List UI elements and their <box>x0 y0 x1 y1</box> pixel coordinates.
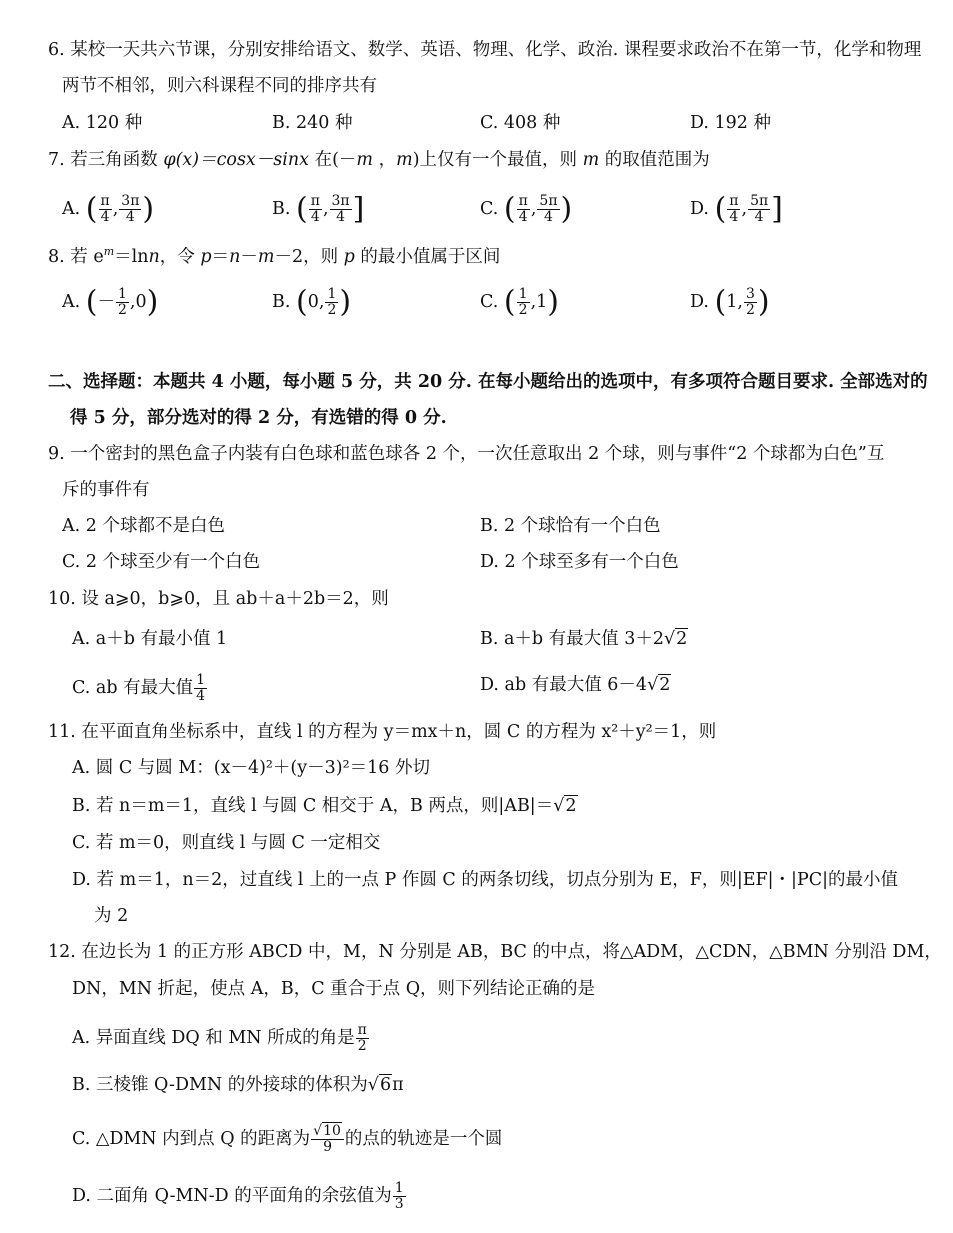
q6-option-a: A. 120 种 <box>62 113 143 133</box>
q8-b-comma: , <box>318 292 325 312</box>
q7-b-label: B. <box>272 199 291 219</box>
q12-c-frac-num: √10 <box>311 1124 344 1140</box>
q7-b-frac2 <box>330 194 352 225</box>
q8-a-minus: － <box>97 292 115 312</box>
q7-a-frac1 <box>99 194 112 225</box>
q8-b-rparen: ) <box>339 284 352 320</box>
q12-d-text: D. 二面角 Q-MN-D 的平面角的余弦值为 <box>72 1186 392 1206</box>
q12-option-a <box>72 1023 370 1054</box>
q8-d-frac-den: 2 <box>746 302 755 318</box>
q7-stem-post: )上仅有一个最值，则 <box>412 150 583 170</box>
q12-b-pi: π <box>392 1075 404 1095</box>
q12-stem-line2: DN，MN 折起，使点 A，B，C 重合于点 Q，则下列结论正确的是 <box>72 979 596 999</box>
q8-b-frac-den: 2 <box>327 302 337 318</box>
q6-option-b: B. 240 种 <box>272 113 353 133</box>
q12-stem-line1: 12. 在边长为 1 的正方形 ABCD 中，M，N 分别是 AB，BC 的中点，将△ADM，△CDN，△BMN 分别沿 DM， <box>48 942 942 962</box>
q11-option-d-line2: 为 2 <box>94 906 129 926</box>
q9-option-d: D. 2 个球至多有一个白色 <box>480 552 679 572</box>
q7-a-frac2-den: 4 <box>125 209 135 225</box>
q8-d-rparen: ) <box>757 284 770 320</box>
q8-d-lparen: ( <box>714 284 727 320</box>
q7-c-frac1-den: 4 <box>518 209 528 225</box>
q8-a-frac-den: 2 <box>118 302 127 318</box>
q12-c-text: C. △DMN 内到点 Q 的距离为 <box>72 1129 311 1149</box>
q8-c-rparen: ) <box>547 284 559 320</box>
q8-c-comma: , <box>530 292 537 312</box>
q7-stem-m3: m <box>582 150 600 170</box>
section2-heading-line1: 二、选择题：本题共 4 小题，每小题 5 分，共 20 分. 在每小题给出的选项中，有多项符合题目要求. 全部选对的 <box>48 372 928 392</box>
q9-stem-line1: 9. 一个密封的黑色盒子内装有白色球和蓝色球各 2 个，一次任意取出 2 个球，则与事件“2 个球都为白色”互 <box>48 444 885 464</box>
q7-option-b <box>272 191 365 227</box>
q10-option-d: D. ab 有最大值 6－4√2 <box>480 675 671 695</box>
q8-d-frac-num: 3 <box>746 286 755 302</box>
q8-b-zero: 0 <box>307 292 319 312</box>
q8-stem-mid: ＝ln <box>114 246 149 267</box>
q10-c-text: C. ab 有最大值 <box>72 678 194 698</box>
q7-c-rparen: ) <box>560 191 573 227</box>
q8-c-frac-den: 2 <box>518 302 528 318</box>
q11-option-a: A. 圆 C 与圆 M：(x－4)²＋(y－3)²＝16 外切 <box>72 758 430 778</box>
q8-stem-p2: p <box>343 246 355 267</box>
q12-a-frac <box>356 1023 369 1054</box>
q8-c-frac <box>517 287 530 318</box>
q7-d-comma: , <box>741 199 748 219</box>
q9-option-b: B. 2 个球恰有一个白色 <box>480 516 661 536</box>
q7-stem-m2: m <box>396 150 413 170</box>
q7-option-a <box>62 191 155 227</box>
q7-d-lparen: ( <box>714 191 727 227</box>
q8-stem-m: m <box>257 246 275 267</box>
q8-d-frac <box>744 287 757 318</box>
q6-stem-line1: 6. 某校一天共六节课，分别安排给语文、数学、英语、物理、化学、政治. 课程要求政治不在第一节，化学和物理 <box>48 40 922 60</box>
q8-b-frac-num: 1 <box>327 286 337 302</box>
q8-stem-n2: n <box>229 246 241 267</box>
q8-c-one: 1 <box>536 292 548 312</box>
q7-stem-end: 的取值范围为 <box>599 150 710 170</box>
q10-option-c <box>72 673 208 704</box>
q6-option-c: C. 408 种 <box>480 113 561 133</box>
q11-option-b: B. 若 n＝m＝1，直线 l 与圆 C 相交于 A，B 两点，则|AB|＝√2 <box>72 796 577 816</box>
q10-d-text: D. ab 有最大值 6－4 <box>480 675 648 695</box>
q10-c-frac-den: 4 <box>196 688 206 704</box>
q10-b-radicand: 2 <box>676 629 688 649</box>
q7-b-comma: , <box>322 199 329 219</box>
q8-c-lparen: ( <box>503 284 516 320</box>
q7-b-lparen: ( <box>296 191 308 227</box>
q7-stem-mid: 在(－ <box>309 150 357 170</box>
q12-a-frac-den: 2 <box>357 1038 367 1054</box>
q7-stem-pre: 7. 若三角函数 <box>48 150 164 170</box>
q8-b-frac <box>325 287 338 318</box>
q7-c-comma: , <box>530 199 537 219</box>
q7-d-frac2-num: 5π <box>750 193 769 209</box>
q8-stem-minus: － <box>240 246 258 267</box>
q8-d-comma: , <box>737 292 743 312</box>
q12-c-frac <box>311 1124 344 1155</box>
q9-option-a: A. 2 个球都不是白色 <box>62 516 225 536</box>
q12-c-frac-den: 9 <box>323 1139 332 1155</box>
q11-b-text: B. 若 n＝m＝1，直线 l 与圆 C 相交于 A，B 两点，则|AB|＝ <box>72 796 554 816</box>
q8-stem-end: 的最小值属于区间 <box>354 246 501 267</box>
q8-a-rparen: ) <box>146 284 159 320</box>
q8-b-label: B. <box>272 292 291 312</box>
section2-heading-line2: 得 5 分，部分选对的得 2 分，有选错的得 0 分. <box>70 408 447 428</box>
q7-c-frac2-num: 5π <box>539 193 558 209</box>
q8-option-c <box>480 284 559 320</box>
q7-c-frac1-num: π <box>518 193 528 209</box>
q11-option-c: C. 若 m＝0，则直线 l 与圆 C 一定相交 <box>72 833 381 853</box>
q8-d-label: D. <box>690 292 709 312</box>
q12-option-b: B. 三棱锥 Q-DMN 的外接球的体积为√6π <box>72 1075 404 1095</box>
q7-stem <box>48 148 710 172</box>
q7-b-frac2-num: 3π <box>331 193 350 209</box>
q7-a-comma: , <box>112 199 119 219</box>
q7-a-frac1-den: 4 <box>100 209 110 225</box>
q7-a-frac2-num: 3π <box>121 193 140 209</box>
q7-b-frac1 <box>309 194 322 225</box>
q8-a-lparen: ( <box>85 284 98 320</box>
q12-option-d <box>72 1181 407 1212</box>
q10-b-text: B. a＋b 有最大值 3＋2 <box>480 629 665 649</box>
q12-b-radicand: 6 <box>379 1075 392 1095</box>
q7-c-frac1 <box>517 194 530 225</box>
q12-a-frac-num: π <box>357 1022 367 1038</box>
q8-stem-n: n <box>148 246 160 267</box>
q6-stem-line2: 两节不相邻，则六科课程不同的排序共有 <box>62 76 377 96</box>
q10-c-frac <box>194 673 207 704</box>
q7-b-frac1-num: π <box>310 193 320 209</box>
q8-b-lparen: ( <box>296 284 308 320</box>
q7-c-frac2-den: 4 <box>544 209 553 225</box>
q7-d-rbracket: ] <box>771 191 783 227</box>
q7-a-lparen: ( <box>85 191 98 227</box>
q8-option-a <box>62 284 159 320</box>
q7-option-c <box>480 191 573 227</box>
q8-a-comma: , <box>129 292 136 312</box>
q8-stem-sup: m <box>103 245 115 258</box>
q7-stem-func: φ(x)＝cosx－sinx <box>163 150 310 170</box>
q7-d-frac1-num: π <box>729 193 739 209</box>
q7-b-frac1-den: 4 <box>310 209 320 225</box>
q12-a-text: A. 异面直线 DQ 和 MN 所成的角是 <box>72 1028 355 1048</box>
q7-d-frac1 <box>727 194 740 225</box>
q8-stem-post: ，令 <box>159 246 201 267</box>
q8-a-label: A. <box>62 292 81 312</box>
q8-stem-p: p <box>200 246 212 267</box>
q10-c-frac-num: 1 <box>196 672 206 688</box>
q11-b-radicand: 2 <box>565 796 577 816</box>
q8-c-frac-num: 1 <box>518 286 528 302</box>
q7-d-label: D. <box>690 199 709 219</box>
q7-b-frac2-den: 4 <box>336 209 346 225</box>
q10-stem: 10. 设 a⩾0，b⩾0，且 ab＋a＋2b＝2，则 <box>48 589 389 609</box>
q8-stem <box>48 240 500 269</box>
q11-option-d-line1: D. 若 m＝1，n＝2，过直线 l 上的一点 P 作圆 C 的两条切线，切点分别为 E，F，则|EF|・|PC|的最小值 <box>72 870 899 890</box>
q7-d-frac1-den: 4 <box>729 209 739 225</box>
q8-option-b <box>272 284 352 320</box>
q8-a-zero: 0 <box>135 292 147 312</box>
q7-option-d <box>690 191 783 227</box>
q7-a-rparen: ) <box>142 191 155 227</box>
q8-a-frac-num: 1 <box>118 286 127 302</box>
q7-a-frac2 <box>119 194 141 225</box>
q7-d-frac2-den: 4 <box>754 209 764 225</box>
q7-d-frac2 <box>748 194 770 225</box>
q8-c-label: C. <box>480 292 499 312</box>
q8-d-one: 1 <box>726 292 738 312</box>
q10-option-b: B. a＋b 有最大值 3＋2√2 <box>480 629 688 649</box>
q12-c-text-post: 的点的轨迹是一个圆 <box>344 1129 503 1149</box>
q11-stem: 11. 在平面直角坐标系中，直线 l 的方程为 y＝mx＋n，圆 C 的方程为 x²＋y²＝1，则 <box>48 722 717 742</box>
q7-c-lparen: ( <box>503 191 516 227</box>
q7-stem-m1: m <box>356 150 374 170</box>
q6-option-d: D. 192 种 <box>690 113 771 133</box>
q7-b-rbracket: ] <box>352 191 365 227</box>
q7-stem-comma: ， <box>373 150 397 170</box>
q12-c-radicand: 10 <box>323 1123 341 1139</box>
q9-option-c: C. 2 个球至少有一个白色 <box>62 552 261 572</box>
q8-a-frac <box>116 287 129 318</box>
q12-b-text: B. 三棱锥 Q-DMN 的外接球的体积为 <box>72 1075 368 1095</box>
q7-c-frac2 <box>537 194 559 225</box>
q12-d-frac-den: 3 <box>394 1196 404 1212</box>
q8-stem-tail: －2，则 <box>274 246 344 267</box>
q7-a-frac1-num: π <box>100 193 110 209</box>
q12-d-frac <box>393 1181 406 1212</box>
q10-d-radicand: 2 <box>659 675 671 695</box>
q8-stem-eq: ＝ <box>211 246 230 267</box>
q7-c-label: C. <box>480 199 499 219</box>
q10-option-a: A. a＋b 有最小值 1 <box>72 629 228 649</box>
q8-option-d <box>690 284 770 320</box>
q9-stem-line2: 斥的事件有 <box>62 480 150 500</box>
q7-a-label: A. <box>62 199 81 219</box>
q12-option-c <box>72 1124 502 1155</box>
q8-stem-pre: 8. 若 e <box>48 246 104 267</box>
q12-d-frac-num: 1 <box>394 1180 404 1196</box>
